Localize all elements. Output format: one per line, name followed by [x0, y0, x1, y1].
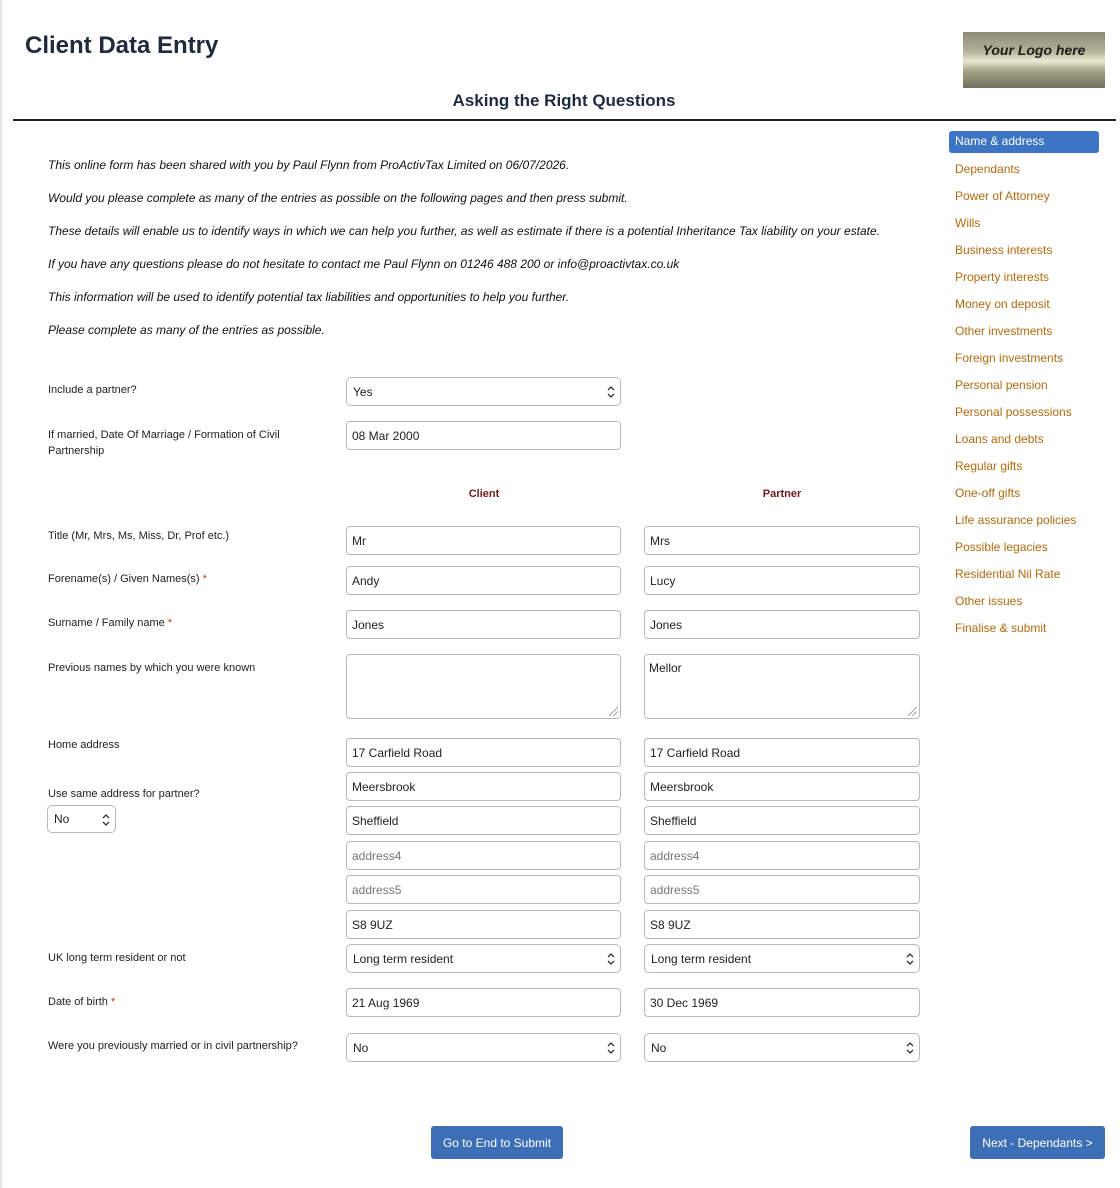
- partner-address-line1-value: 17 Carfield Road: [650, 745, 741, 760]
- client-address-line2-input[interactable]: [346, 772, 621, 801]
- same-address-value: No: [54, 812, 70, 826]
- intro-line: Please complete as many of the entries as possible.: [48, 323, 325, 337]
- select-arrows-icon: [102, 813, 110, 827]
- marriage-date-label: If married, Date Of Marriage / Formation of Civil Partnership: [48, 429, 280, 457]
- previously-married-label: Were you previously married or in civil partnership?: [48, 1040, 298, 1052]
- partner-previous-names-textarea[interactable]: [644, 654, 920, 719]
- select-arrows-icon: [906, 1041, 914, 1055]
- client-residency-select[interactable]: [346, 944, 621, 973]
- nav-item-finalise-submit[interactable]: Finalise & submit: [955, 621, 1047, 635]
- intro-line: This online form has been shared with you by Paul Flynn from ProActivTax Limited on 06/07/2026.: [48, 158, 570, 172]
- dob-label: [48, 994, 115, 1010]
- partner-address-line1-input[interactable]: [644, 738, 920, 767]
- forenames-label-text: Forename(s) / Given Names(s): [48, 573, 200, 585]
- select-arrows-icon: [607, 385, 615, 399]
- nav-item-regular-gifts[interactable]: Regular gifts: [955, 459, 1023, 473]
- partner-dob-input[interactable]: [644, 988, 920, 1017]
- client-previously-married-select[interactable]: [346, 1033, 621, 1062]
- nav-item-business-interests[interactable]: Business interests: [955, 243, 1053, 257]
- nav-item-possible-legacies[interactable]: Possible legacies: [955, 540, 1048, 554]
- partner-previously-married-value: No: [651, 1040, 667, 1055]
- nav-item-personal-possessions[interactable]: Personal possessions: [955, 405, 1072, 419]
- client-previous-names-textarea[interactable]: [346, 654, 621, 719]
- partner-address-line3-value: Sheffield: [650, 813, 697, 828]
- client-address-line1-input[interactable]: [346, 738, 621, 767]
- intro-line: These details will enable us to identify ways in which we can help you further, as well as estimate if there is a potential Inheritance Tax liability on your estate.: [48, 224, 880, 238]
- logo-text: Your Logo here: [982, 42, 1086, 58]
- client-address-line3-value: Sheffield: [352, 813, 399, 828]
- partner-address-line5-input[interactable]: [644, 875, 920, 904]
- same-address-select[interactable]: [47, 805, 116, 833]
- partner-address-line4-input[interactable]: [644, 841, 920, 870]
- previous-names-label: Previous names by which you were known: [48, 662, 256, 674]
- required-mark: *: [110, 996, 116, 1008]
- nav-item-other-issues[interactable]: Other issues: [955, 594, 1023, 608]
- partner-residency-value: Long term resident: [651, 951, 752, 966]
- partner-postcode-value: S8 9UZ: [650, 917, 691, 932]
- client-postcode-value: S8 9UZ: [352, 917, 393, 932]
- nav-item-foreign-investments[interactable]: Foreign investments: [955, 351, 1064, 365]
- partner-forenames-input[interactable]: [644, 566, 920, 595]
- include-partner-label: Include a partner?: [48, 384, 137, 396]
- address5-placeholder: address5: [352, 882, 402, 897]
- partner-surname-value: Jones: [650, 617, 683, 632]
- page-title: Client Data Entry: [25, 32, 219, 59]
- marriage-date-value: 08 Mar 2000: [352, 428, 420, 443]
- left-border: [0, 0, 2, 1188]
- resize-handle-icon[interactable]: [609, 707, 618, 716]
- partner-previously-married-select[interactable]: [644, 1033, 920, 1062]
- address5-placeholder: address5: [650, 882, 700, 897]
- client-title-value: Mr: [352, 533, 366, 548]
- nav-item-residential-nil-rate[interactable]: Residential Nil Rate: [955, 567, 1061, 581]
- forenames-label: [48, 571, 207, 587]
- nav-item-personal-pension[interactable]: Personal pension: [955, 378, 1048, 392]
- surname-label-text: Surname / Family name: [48, 617, 165, 629]
- partner-address-line2-value: Meersbrook: [650, 779, 714, 794]
- client-address-line2-value: Meersbrook: [352, 779, 416, 794]
- partner-previous-names-value: Mellor: [649, 661, 682, 675]
- partner-address-line2-input[interactable]: [644, 772, 920, 801]
- nav-item-power-of-attorney[interactable]: Power of Attorney: [955, 189, 1050, 203]
- nav-item-money-on-deposit[interactable]: Money on deposit: [955, 297, 1050, 311]
- nav-item-life-assurance-policies[interactable]: Life assurance policies: [955, 513, 1077, 527]
- nav-item-wills[interactable]: Wills: [955, 216, 981, 230]
- nav-item-one-off-gifts[interactable]: One-off gifts: [955, 486, 1021, 500]
- partner-column-header: Partner: [762, 488, 802, 500]
- select-arrows-icon: [607, 1041, 615, 1055]
- residency-label: UK long term resident or not: [48, 952, 186, 964]
- client-title-input[interactable]: [346, 526, 621, 555]
- client-surname-input[interactable]: [346, 610, 621, 639]
- client-address-line5-input[interactable]: [346, 875, 621, 904]
- partner-surname-input[interactable]: [644, 610, 920, 639]
- partner-forenames-value: Lucy: [650, 573, 676, 588]
- marriage-date-input[interactable]: [346, 421, 621, 450]
- select-arrows-icon: [607, 952, 615, 966]
- intro-line: This information will be used to identify potential tax liabilities and opportunities to help you further.: [48, 290, 570, 304]
- intro-line: Would you please complete as many of the entries as possible on the following pages and then press submit.: [48, 191, 628, 205]
- client-address-line4-input[interactable]: [346, 841, 621, 870]
- partner-title-value: Mrs: [650, 533, 670, 548]
- partner-residency-select[interactable]: [644, 944, 920, 973]
- dob-label-text: Date of birth: [48, 996, 108, 1008]
- nav-item-name-address[interactable]: Name & address: [949, 131, 1099, 153]
- same-address-label: Use same address for partner?: [48, 788, 200, 800]
- address4-placeholder: address4: [352, 848, 402, 863]
- company-logo: [963, 32, 1105, 88]
- client-previously-married-value: No: [353, 1040, 369, 1055]
- nav-item-loans-and-debts[interactable]: Loans and debts: [955, 432, 1044, 446]
- partner-dob-value: 30 Dec 1969: [650, 995, 719, 1010]
- partner-address-line3-input[interactable]: [644, 806, 920, 835]
- partner-postcode-input[interactable]: [644, 910, 920, 939]
- header-divider: [13, 119, 1116, 121]
- required-mark: *: [202, 573, 207, 585]
- next-dependants-button[interactable]: Next - Dependants >: [970, 1126, 1105, 1159]
- select-arrows-icon: [906, 952, 914, 966]
- surname-label: [48, 615, 172, 631]
- client-postcode-input[interactable]: [346, 910, 621, 939]
- client-forenames-value: Andy: [352, 573, 380, 588]
- title-label: Title (Mr, Mrs, Ms, Miss, Dr, Prof etc.): [48, 530, 230, 542]
- go-to-end-submit-button[interactable]: Go to End to Submit: [431, 1126, 563, 1159]
- partner-title-input[interactable]: [644, 526, 920, 555]
- intro-line: If you have any questions please do not hesitate to contact me Paul Flynn on 01246 488 200 or info@proactivtax.co.uk: [48, 257, 680, 271]
- nav-item-dependants[interactable]: Dependants: [955, 162, 1020, 176]
- client-column-header: Client: [468, 488, 500, 500]
- nav-item-property-interests[interactable]: Property interests: [955, 270, 1050, 284]
- client-forenames-input[interactable]: [346, 566, 621, 595]
- client-residency-value: Long term resident: [353, 951, 454, 966]
- home-address-label: Home address: [48, 739, 120, 751]
- include-partner-select[interactable]: [346, 377, 621, 406]
- client-address-line1-value: 17 Carfield Road: [352, 745, 443, 760]
- include-partner-value: Yes: [353, 384, 373, 399]
- client-dob-input[interactable]: [346, 988, 621, 1017]
- client-address-line3-input[interactable]: [346, 806, 621, 835]
- required-mark: *: [167, 617, 173, 629]
- address4-placeholder: address4: [650, 848, 700, 863]
- section-nav: [949, 131, 1099, 644]
- client-surname-value: Jones: [352, 617, 385, 632]
- page-subtitle: Asking the Right Questions: [452, 91, 676, 110]
- client-dob-value: 21 Aug 1969: [352, 995, 420, 1010]
- nav-item-other-investments[interactable]: Other investments: [955, 324, 1053, 338]
- resize-handle-icon[interactable]: [908, 707, 917, 716]
